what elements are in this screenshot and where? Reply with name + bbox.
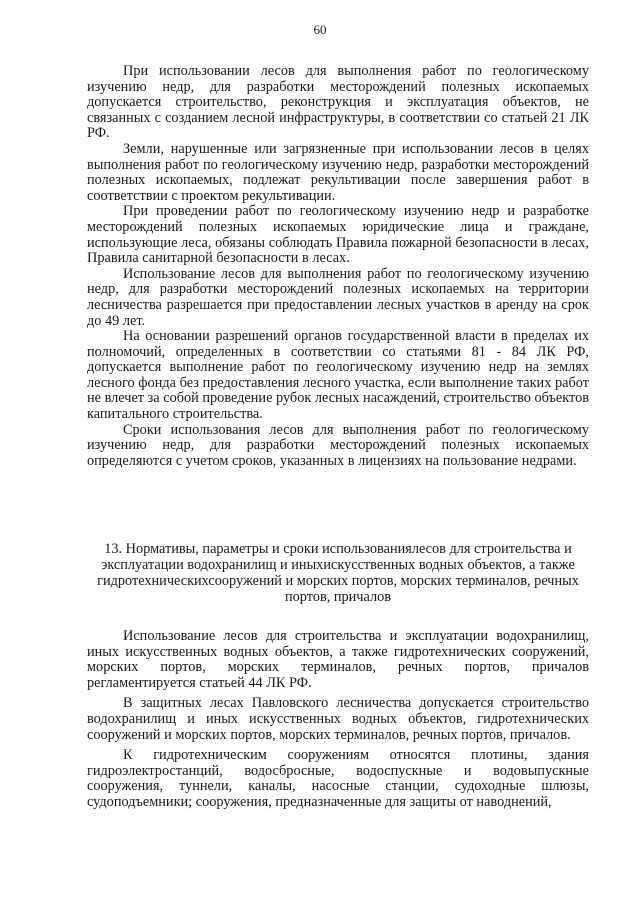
page-number: 60 [313, 22, 327, 37]
paragraph: Использование лесов для выполнения работ по геологическому изучению недр, для разработки месторождений полезных ископаемых на территории лесничества разрешается при предоставлении лесных участков в аренду на срок до 49 лет. [87, 265, 589, 329]
paragraph: Земли, нарушенные или загрязненные при использовании лесов в целях выполнения работ по геологическому изучению недр, разработки месторождений полезных ископаемых, подлежат рекультивации после завершения работ в соответствии с проектом рекультивации. [87, 140, 589, 204]
section-text-geological [87, 64, 589, 469]
paragraph: При проведении работ по геологическому изучению недр и разработке месторождений полезных ископаемых юридические лица и граждане, использующие леса, обязаны соблюдать Правила пожарной безопасности в лесах, Правила санитарной безопасности в лесах. [87, 203, 589, 267]
paragraph: К гидротехническим сооружениям относятся плотины, здания гидроэлектростанций, водосбросные, водоспускные и водовыпускные сооружения, туннели, каналы, насосные станции, судоходные шлюзы, судоподъемники; сооружения, предназначенные для защиты от наводнений, [87, 747, 589, 810]
paragraph: Использование лесов для строительства и эксплуатации водохранилищ, иных искусственных водных объектов, а также гидротехнических сооружений, морских портов, морских терминалов, речных портов, причалов регламентируется статьей 44 ЛК РФ. [87, 628, 589, 691]
paragraph: В защитных лесах Павловского лесничества допускается строительство водохранилищ и иных искусственных водных объектов, гидротехнических сооружений и морских портов, морских терминалов, речных портов, причалов. [87, 695, 589, 743]
section-text-reservoirs [87, 629, 589, 816]
paragraph: Сроки использования лесов для выполнения работ по геологическому изучению недр, для разработки месторождений полезных ископаемых определяются с учетом сроков, указанных в лицензиях на пользование недрами. [87, 421, 589, 469]
section-heading: 13. Нормативы, параметры и сроки использованиялесов для строительства и эксплуатации водохранилищ и иныхискусственных водных объектов, а также гидротехническихсооружений и морских портов, морских терминалов, речных портов, причалов [97, 541, 579, 605]
paragraph: На основании разрешений органов государственной власти в пределах их полномочий, определенных в соответствии со статьями 81 - 84 ЛК РФ, допускается выполнение работ по геологическому изучению недр на землях лесного фонда без предоставления лесного участка, если выполнение таких работ не влечет за собой проведение рубок лесных насаждений, строительство объектов капитального строительства. [87, 328, 589, 423]
paragraph: При использовании лесов для выполнения работ по геологическому изучению недр, для разработки месторождений полезных ископаемых допускается строительство, реконструкция и эксплуатация объектов, не связанных с созданием лесной инфраструктуры, в соответствии со статьей 21 ЛК РФ. [87, 63, 589, 142]
